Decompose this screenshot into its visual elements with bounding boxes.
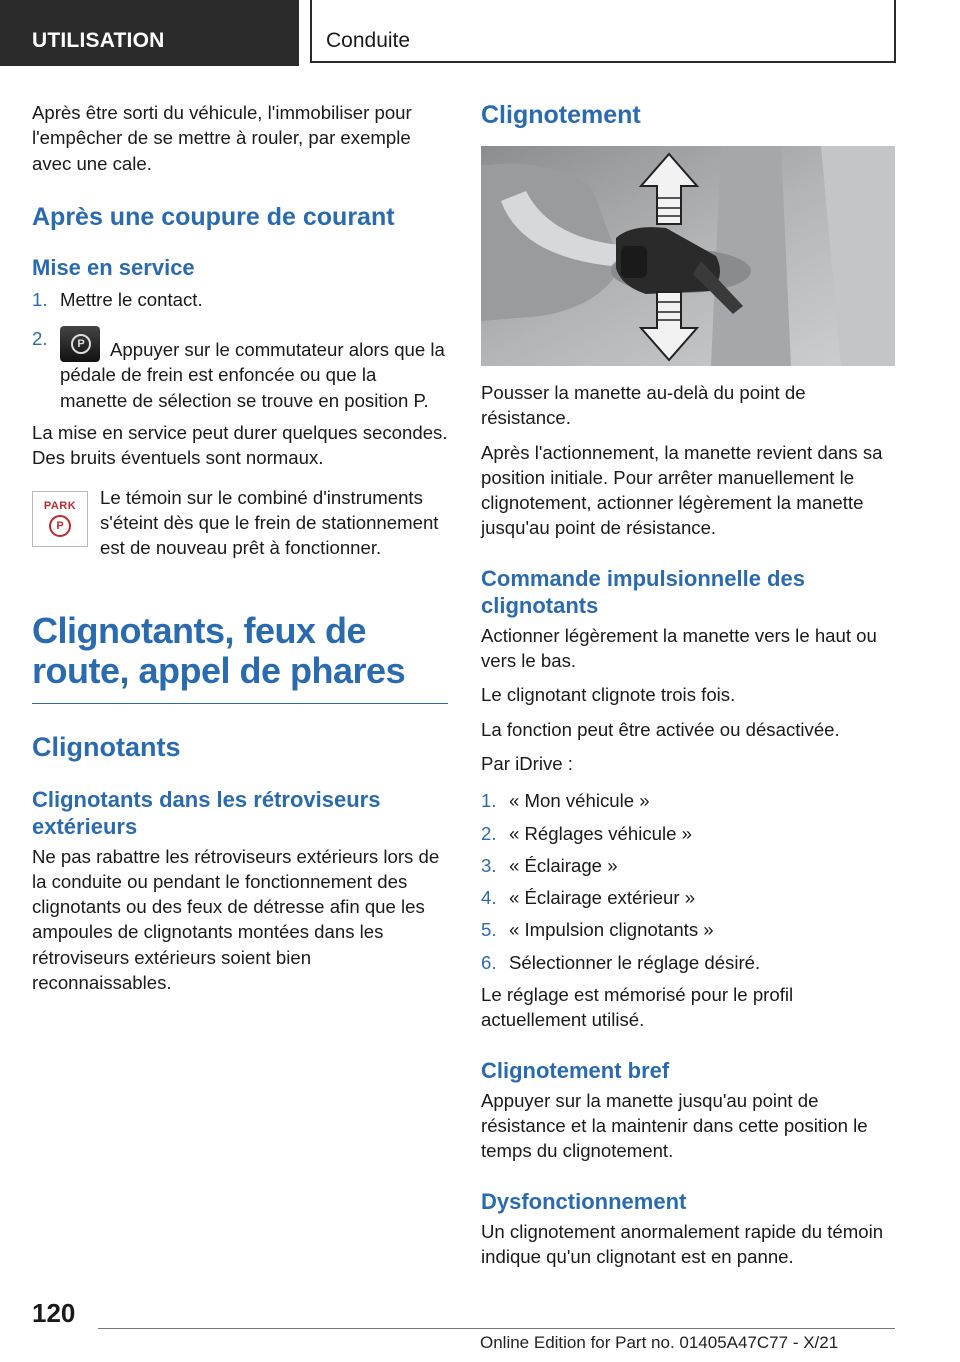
return-paragraph: Après l'actionnement, la manette revient dans sa position initiale. Pour arrêter manuellement le clignotement, actionner légèrement la manette jusqu'au point de résistance.: [481, 441, 883, 539]
section-divider: [32, 703, 448, 704]
list-item: [481, 821, 895, 846]
lever-illustration: [481, 146, 895, 366]
turn-signal-lever-image: [481, 146, 895, 366]
right-column: [481, 100, 895, 1278]
heading-impulse: Commande impulsionnelle des clignotants: [481, 565, 805, 618]
list-number: 3.: [481, 854, 497, 876]
mirrors-paragraph: Ne pas rabattre les rétroviseurs extérieurs lors de la conduite ou pendant le fonctionnement des clignotants ou des feux de détresse afin que les ampoules de clignotants montées dans les rétroviseurs extérieurs soient bien reconnaissables.: [32, 845, 440, 994]
list-item: [481, 885, 895, 910]
brief-paragraph: Appuyer sur la manette jusqu'au point de résistance et la maintenir dans cette position le temps du clignotement.: [481, 1089, 868, 1162]
list-number: 6.: [481, 951, 497, 973]
indicator-note: [32, 485, 448, 561]
list-item: [481, 788, 895, 813]
heading-brief-flash: Clignotement bref: [481, 1057, 670, 1083]
list-text: Sélectionner le réglage désiré.: [509, 951, 761, 973]
impulse-paragraph: Le clignotant clignote trois fois.: [481, 684, 736, 706]
section-title: UTILISATION: [32, 29, 165, 52]
list-text: « Éclairage extérieur »: [509, 887, 696, 909]
startup-paragraph: La mise en service peut durer quelques secondes. Des bruits éventuels sont normaux.: [32, 422, 448, 469]
list-text: « Mon véhicule »: [509, 790, 650, 812]
list-item: [481, 917, 895, 942]
list-item: [481, 853, 895, 878]
list-text: Mettre le contact.: [60, 288, 203, 310]
list-number: 2.: [481, 822, 497, 844]
heading-startup: Mise en service: [32, 254, 195, 280]
list-text: Appuyer sur le commutateur alors que la pédale de frein est enfoncée ou que la manette de sélection se trouve en position P.: [60, 339, 445, 411]
list-text: « Réglages véhicule »: [509, 822, 692, 844]
list-item: [32, 287, 448, 312]
parking-brake-button-icon: P: [60, 326, 100, 362]
list-number: 5.: [481, 919, 497, 941]
park-icon-label: PARK: [43, 500, 77, 513]
intro-paragraph: Après être sorti du véhicule, l'immobiliser pour l'empêcher de se mettre à rouler, par exemple avec une cale.: [32, 102, 412, 174]
push-paragraph: Pousser la manette au-delà du point de résistance.: [481, 382, 806, 429]
section-tab: [0, 0, 299, 66]
impulse-paragraph: Par iDrive :: [481, 752, 573, 774]
park-icon-glyph: P: [49, 515, 71, 537]
heading-malfunction: Dysfonctionnement: [481, 1188, 687, 1214]
note-text: Le témoin sur le combiné d'instruments s'éteint dès que le frein de stationnement est de nouveau prêt à fonctionner.: [100, 486, 439, 559]
left-column: [32, 100, 448, 1004]
list-text: « Éclairage »: [509, 854, 618, 876]
list-number: 2.: [32, 328, 48, 350]
malfunction-paragraph: Un clignotement anormalement rapide du témoin indique qu'un clignotant est en panne.: [481, 1220, 884, 1267]
list-number: 1.: [481, 790, 497, 812]
heading-main-section: Clignotants, feux de route, appel de phares: [32, 609, 406, 691]
list-number: 4.: [481, 887, 497, 909]
heading-power-cut: Après une coupure de courant: [32, 202, 395, 231]
impulse-paragraph: Actionner légèrement la manette vers le haut ou vers le bas.: [481, 624, 877, 672]
list-text: « Impulsion clignotants »: [509, 919, 714, 941]
list-number: 1.: [32, 288, 48, 310]
heading-mirror-indicators: Clignotants dans les rétroviseurs extérieurs: [32, 786, 381, 839]
heading-clignotement: Clignotement: [481, 101, 641, 129]
park-warning-icon: [32, 491, 88, 547]
chapter-title: Conduite: [326, 29, 411, 52]
impulse-paragraph: La fonction peut être activée ou désactivée.: [481, 718, 840, 740]
edition-text: Online Edition for Part no. 01405A47C77 - X/21: [480, 1333, 839, 1352]
list-item: [32, 326, 448, 413]
heading-clignotants: Clignotants: [32, 731, 181, 762]
saved-paragraph: Le réglage est mémorisé pour le profil actuellement utilisé.: [481, 984, 794, 1031]
page-number: 120: [32, 1298, 76, 1328]
chapter-tab: [310, 0, 896, 63]
footer-divider: [98, 1328, 895, 1329]
list-item: [481, 950, 895, 975]
